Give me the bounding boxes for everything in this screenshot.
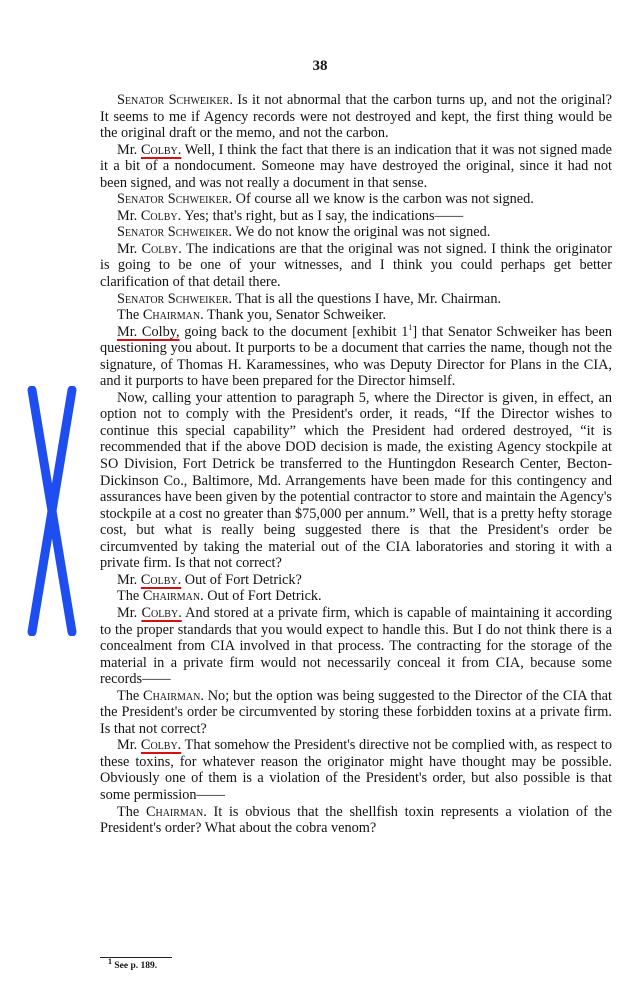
paragraph-text: That is all the questions I have, Mr. Chairman. <box>232 290 502 307</box>
paragraph <box>100 390 612 572</box>
speaker-name: Chairman. <box>142 588 204 605</box>
paragraph-text: Yes; that's right, but as I say, the indications—— <box>181 207 464 224</box>
transcript-body <box>100 92 612 837</box>
speaker-name: Chairman. <box>143 687 204 704</box>
speaker-title: Mr. <box>117 141 141 158</box>
speaker-name-underlined: Colby. <box>140 571 182 588</box>
paragraph-text: Is it not abnormal that the carbon turns up, and not the original? It seems to me if Agency records were not destroyed and kept, the first thing would be the original draft or the memo, and not the carbon. <box>100 92 612 142</box>
paragraph-text: The indications are that the original was not signed. I think the originator is going to be one of your witnesses, and I think you could perhaps get better clarification of that detail there. <box>100 240 612 291</box>
speaker-name-underlined: Colby. <box>140 141 182 158</box>
speaker-title: Mr. <box>117 240 142 257</box>
paragraph <box>100 142 612 192</box>
paragraph-text: It is obvious that the shellfish toxin represents a violation of the President's order? What about the cobra venom? <box>100 803 612 837</box>
paragraph-text: ] that Senator Schweiker has been questioning you about. It purports to be a document that carries the name, though not the signature, of Thomas H. Karamessines, who was Deputy Director for Plans in the CIA, and it purports to have been prepared for the Director himself. <box>100 323 612 390</box>
speaker-name: Senator Schweiker. <box>117 224 233 241</box>
paragraph <box>100 737 612 803</box>
paragraph-text: And stored at a private firm, which is capable of maintaining it according to the proper standards that you would expect to handle this. But I do not think there is a concealment from CIA involved in that process. The contracting for the storage of the material in a private firm would not necessarily conceal it from CIA, because some records—— <box>100 604 612 688</box>
speaker-name: Colby. <box>141 240 182 257</box>
paragraph <box>100 324 612 390</box>
paragraph-text: Out of Fort Detrick. <box>203 588 322 605</box>
speaker-title: The <box>117 588 143 605</box>
paragraph <box>100 92 612 142</box>
speaker-name-underlined: Colby. <box>141 604 182 621</box>
paragraph-text: going back to the document [exhibit 1 <box>179 323 409 340</box>
footnote-text: See p. 189. <box>112 961 158 971</box>
paragraph <box>100 605 612 688</box>
paragraph <box>100 307 612 324</box>
speaker-name: Chairman. <box>145 803 207 820</box>
speaker-title: The <box>117 307 143 324</box>
speaker-name: Senator Schweiker. <box>117 92 233 108</box>
paragraph <box>100 688 612 738</box>
paragraph <box>100 572 612 589</box>
paragraph-text: Now, calling your attention to paragraph 5, where the Director is given, in effect, an option not to comply with the President's order, it reads, “If the Director wishes to continue this special capability” which the President had ordered destroyed, “it is recommended that if the above DOD decision is made, the existing Agency stockpile at SO Division, Fort Detrick be transferred to the Huntingdon Research Center, Becton-Dickinson Co., Baltimore, Md. Arrangements have been made for this contingency and assurances have been given by the potential contractor to store and maintain the Agency's stockpile at a cost no greater than $75,000 per annum.” Well, that is a pretty hefty storage cost, but what is really being suggested there is that the President's order be circumvented by taking the material out of the CIA laboratories and storing it with a private firm. Is that not correct? <box>100 389 612 572</box>
speaker-title: Mr. <box>117 571 141 588</box>
speaker-name: Chairman. <box>142 307 204 324</box>
paragraph-text: Well, I think the fact that there is an indication that it was not signed made it a bit of a nondocument. Someone may have destroyed the original, since it had not been signed, and was not really a document in that sense. <box>100 141 612 191</box>
speaker-name: Colby. <box>140 207 182 224</box>
speaker-name: Senator Schweiker. <box>117 290 233 307</box>
paragraph-text: We do not know the original was not signed. <box>232 224 491 241</box>
paragraph-text: No; but the option was being suggested to the Director of the CIA that the President's order be circumvented by storing these forbidden toxins at a private firm. Is that not correct? <box>100 687 612 737</box>
speaker-title: Mr. <box>117 207 141 224</box>
speaker-title: The <box>117 803 146 820</box>
paragraph-text: Thank you, Senator Schweiker. <box>203 307 387 324</box>
page-number: 38 <box>312 58 328 74</box>
footnote-marker: 1 <box>108 956 112 966</box>
paragraph <box>100 224 612 241</box>
paragraph-text: That somehow the President's directive not be complied with, as respect to these toxins, for whatever reason the originator might have thought may be possible. Obviously one of them is a violation of the President's order, but also possible is that some permission—— <box>100 737 612 803</box>
blue-x-mark <box>26 386 78 636</box>
paragraph <box>100 191 612 208</box>
footnote <box>108 956 158 971</box>
paragraph <box>100 208 612 225</box>
speaker-title: Mr. <box>117 604 142 621</box>
paragraph <box>100 291 612 308</box>
paragraph <box>100 241 612 291</box>
paragraph <box>100 588 612 605</box>
speaker-name: Senator Schweiker. <box>117 191 233 208</box>
paragraph-text: Out of Fort Detrick? <box>181 571 302 588</box>
speaker-title: The <box>117 687 144 704</box>
speaker-name-underlined: Colby. <box>140 737 182 754</box>
addressee-underlined: Mr. Colby, <box>117 323 180 340</box>
paragraph <box>100 804 612 837</box>
paragraph-text: Of course all we know is the carbon was not signed. <box>232 191 534 208</box>
speaker-title: Mr. <box>117 737 141 754</box>
footnote-reference: 1 <box>408 322 413 332</box>
